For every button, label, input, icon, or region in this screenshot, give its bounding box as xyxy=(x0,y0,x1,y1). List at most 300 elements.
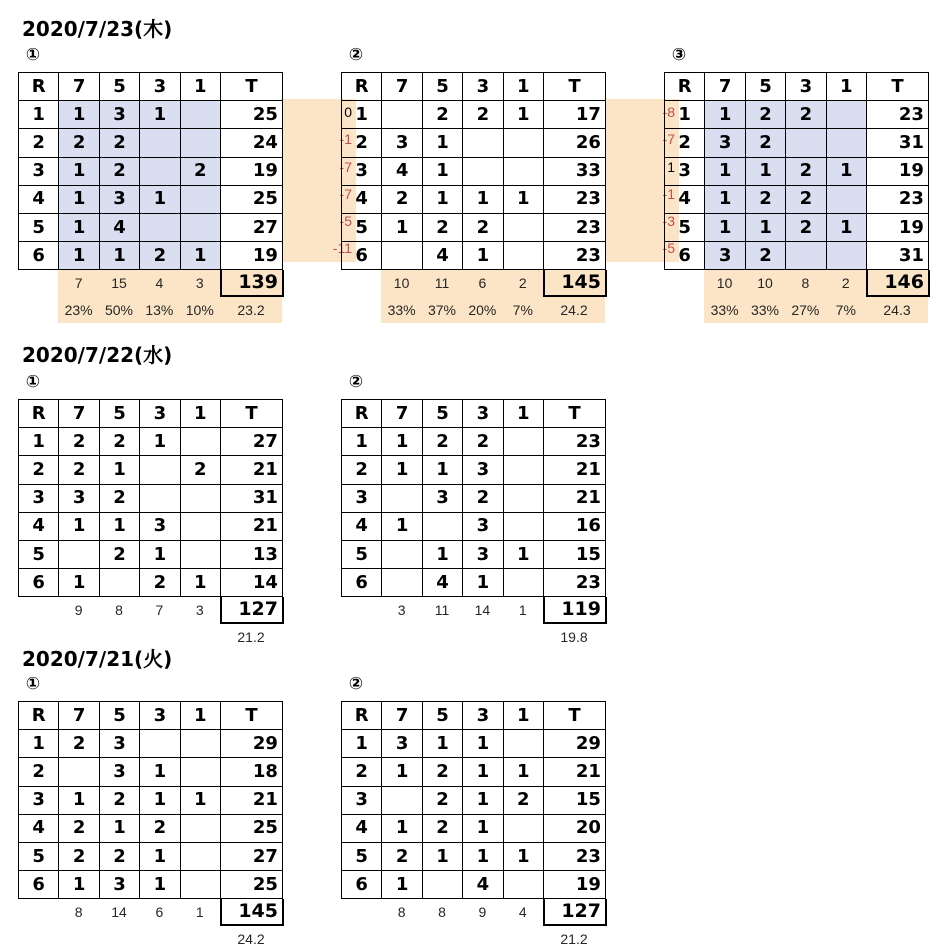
header-cell: T xyxy=(543,400,605,428)
count-cell: 3 xyxy=(59,484,99,512)
count-cell: 2 xyxy=(503,786,543,814)
row-number-cell: 2 xyxy=(342,456,382,484)
row-total-cell: 31 xyxy=(866,129,928,157)
row-total-cell: 23 xyxy=(543,569,605,597)
count-cell: 1 xyxy=(140,428,180,456)
percentage-row xyxy=(18,624,283,650)
score-table xyxy=(18,701,283,899)
difference-value: -7 xyxy=(339,185,352,202)
section-marker-2: ② xyxy=(348,372,364,392)
count-cell xyxy=(382,101,422,129)
count-cell: 1 xyxy=(745,157,785,185)
column-sum: 3 xyxy=(195,602,204,619)
count-cell: 3 xyxy=(705,129,745,157)
column-sum: 15 xyxy=(99,270,139,297)
column-sum: 7 xyxy=(155,602,164,619)
row-total-cell: 20 xyxy=(543,814,605,842)
grand-total: 145 xyxy=(238,900,278,923)
table-row xyxy=(19,129,283,157)
row-total-cell: 19 xyxy=(543,871,605,899)
table-row xyxy=(342,242,606,270)
grand-total-box xyxy=(220,270,284,297)
count-cell: 1 xyxy=(826,157,866,185)
difference-value: -1 xyxy=(339,131,352,148)
count-cell xyxy=(422,871,462,899)
header-cell: 3 xyxy=(140,73,180,101)
count-cell: 1 xyxy=(463,786,503,814)
row-number-cell: 3 xyxy=(342,786,382,814)
header-cell: 7 xyxy=(382,702,422,730)
section-marker-2: ② xyxy=(348,674,364,694)
count-cell xyxy=(140,213,180,241)
count-cell: 3 xyxy=(140,512,180,540)
column-percentage: 23% xyxy=(58,297,98,323)
count-cell: 2 xyxy=(422,213,462,241)
score-block xyxy=(18,72,283,323)
count-cell: 1 xyxy=(705,185,745,213)
count-cell xyxy=(382,242,422,270)
count-cell: 2 xyxy=(59,842,99,870)
count-cell: 1 xyxy=(503,185,543,213)
header-cell: 7 xyxy=(59,702,99,730)
count-cell xyxy=(826,101,866,129)
row-number-cell: 6 xyxy=(19,569,59,597)
count-cell: 1 xyxy=(503,758,543,786)
count-cell xyxy=(140,157,180,185)
count-cell: 2 xyxy=(463,101,503,129)
count-cell: 1 xyxy=(140,758,180,786)
count-cell: 1 xyxy=(705,213,745,241)
count-cell: 2 xyxy=(786,157,826,185)
header-cell: R xyxy=(342,73,382,101)
row-number-cell: 6 xyxy=(342,569,382,597)
section-marker-3: ③ xyxy=(671,45,687,65)
row-number-cell: 4 xyxy=(342,814,382,842)
row-number-cell: 5 xyxy=(342,213,382,241)
table-row xyxy=(665,185,929,213)
section-marker-2: ② xyxy=(348,45,364,65)
row-number-cell: 6 xyxy=(342,871,382,899)
count-cell xyxy=(180,540,220,568)
count-cell xyxy=(382,569,422,597)
table-row xyxy=(665,157,929,185)
count-cell: 1 xyxy=(99,512,139,540)
row-number-cell: 4 xyxy=(19,814,59,842)
section-marker-1: ① xyxy=(25,372,41,392)
table-row xyxy=(19,871,283,899)
score-block xyxy=(341,701,606,952)
row-total-cell: 31 xyxy=(220,484,282,512)
column-sum: 8 xyxy=(785,270,825,297)
header-cell: 5 xyxy=(422,702,462,730)
count-cell: 3 xyxy=(422,484,462,512)
table-row xyxy=(19,213,283,241)
percentage-row xyxy=(341,624,606,650)
table-row xyxy=(19,242,283,270)
count-cell: 1 xyxy=(99,456,139,484)
count-cell: 2 xyxy=(180,456,220,484)
count-cell: 1 xyxy=(140,842,180,870)
count-cell: 2 xyxy=(99,157,139,185)
column-sum: 9 xyxy=(478,904,487,921)
count-cell xyxy=(503,569,543,597)
header-cell: 3 xyxy=(140,400,180,428)
score-table xyxy=(341,701,606,899)
row-total-cell: 17 xyxy=(543,101,605,129)
column-percentage: 50% xyxy=(99,297,139,323)
count-cell: 3 xyxy=(382,730,422,758)
table-row xyxy=(19,456,283,484)
grand-total-box xyxy=(220,899,284,926)
row-total-cell: 25 xyxy=(220,871,282,899)
count-cell: 1 xyxy=(140,540,180,568)
count-cell xyxy=(786,242,826,270)
column-sum: 2 xyxy=(826,270,866,297)
count-cell: 2 xyxy=(463,484,503,512)
table-row xyxy=(342,871,606,899)
count-cell xyxy=(503,213,543,241)
table-row xyxy=(665,129,929,157)
column-percentage: 33% xyxy=(745,297,785,323)
row-total-cell: 23 xyxy=(866,185,928,213)
summary-row xyxy=(341,899,606,926)
count-cell xyxy=(180,428,220,456)
count-cell: 1 xyxy=(463,569,503,597)
percentage-row xyxy=(18,926,283,952)
percentage-row xyxy=(664,297,929,323)
header-cell: 1 xyxy=(503,400,543,428)
header-cell: 5 xyxy=(422,73,462,101)
row-number-cell: 5 xyxy=(665,213,705,241)
table-row xyxy=(342,157,606,185)
table-row xyxy=(342,814,606,842)
column-percentage: 7% xyxy=(826,297,866,323)
count-cell: 1 xyxy=(382,758,422,786)
count-cell: 2 xyxy=(745,129,785,157)
row-number-cell: 2 xyxy=(19,456,59,484)
count-cell: 1 xyxy=(59,569,99,597)
header-cell: R xyxy=(342,400,382,428)
header-cell: 1 xyxy=(503,73,543,101)
count-cell xyxy=(59,758,99,786)
header-cell: 3 xyxy=(786,73,826,101)
table-row xyxy=(342,185,606,213)
count-cell: 1 xyxy=(382,456,422,484)
count-cell: 1 xyxy=(422,456,462,484)
count-cell: 1 xyxy=(382,428,422,456)
row-total-cell: 21 xyxy=(220,786,282,814)
table-row xyxy=(342,730,606,758)
count-cell xyxy=(140,730,180,758)
row-total-cell: 31 xyxy=(866,242,928,270)
count-cell xyxy=(140,456,180,484)
header-cell: R xyxy=(665,73,705,101)
row-number-cell: 2 xyxy=(342,758,382,786)
column-percentage: 37% xyxy=(422,297,462,323)
row-total-cell: 19 xyxy=(220,157,282,185)
table-row xyxy=(665,242,929,270)
difference-value: -3 xyxy=(662,212,675,229)
column-percentage: 7% xyxy=(503,297,543,323)
column-sum: 10 xyxy=(704,270,744,297)
count-cell xyxy=(180,758,220,786)
table-row xyxy=(19,730,283,758)
count-cell: 3 xyxy=(99,101,139,129)
average-value: 19.8 xyxy=(560,629,588,646)
average-value: 21.2 xyxy=(560,931,588,948)
count-cell: 2 xyxy=(745,185,785,213)
count-cell: 2 xyxy=(463,428,503,456)
count-cell xyxy=(382,540,422,568)
column-sum: 3 xyxy=(397,602,406,619)
count-cell: 2 xyxy=(463,213,503,241)
count-cell: 1 xyxy=(422,185,462,213)
header-cell: 5 xyxy=(99,702,139,730)
row-number-cell: 3 xyxy=(19,786,59,814)
grand-total-box xyxy=(543,597,607,624)
count-cell: 1 xyxy=(99,242,139,270)
column-percentage: 13% xyxy=(139,297,179,323)
header-cell: T xyxy=(543,702,605,730)
table-row xyxy=(665,101,929,129)
row-total-cell: 25 xyxy=(220,185,282,213)
summary-row xyxy=(18,597,283,624)
column-sum: 7 xyxy=(58,270,98,297)
table-row xyxy=(19,569,283,597)
count-cell xyxy=(180,730,220,758)
count-cell xyxy=(503,157,543,185)
difference-value: -8 xyxy=(662,104,675,121)
header-row xyxy=(665,73,929,101)
header-row xyxy=(342,400,606,428)
table-row xyxy=(19,814,283,842)
table-row xyxy=(342,428,606,456)
row-total-cell: 27 xyxy=(220,213,282,241)
table-row xyxy=(19,842,283,870)
row-number-cell: 4 xyxy=(342,512,382,540)
column-sum: 9 xyxy=(74,602,83,619)
column-percentage: 10% xyxy=(180,297,220,323)
count-cell: 1 xyxy=(463,185,503,213)
table-row xyxy=(342,484,606,512)
row-number-cell: 1 xyxy=(19,428,59,456)
grand-total-box xyxy=(543,270,607,297)
column-sum: 10 xyxy=(745,270,785,297)
count-cell: 1 xyxy=(180,242,220,270)
count-cell: 1 xyxy=(59,242,99,270)
row-total-cell: 21 xyxy=(220,512,282,540)
row-number-cell: 4 xyxy=(19,512,59,540)
row-number-cell: 2 xyxy=(665,129,705,157)
header-cell: 3 xyxy=(463,73,503,101)
row-number-cell: 6 xyxy=(342,242,382,270)
table-row xyxy=(342,540,606,568)
count-cell: 1 xyxy=(140,871,180,899)
column-sum: 8 xyxy=(438,904,446,921)
grand-total: 127 xyxy=(238,598,278,621)
score-table xyxy=(341,399,606,597)
count-cell: 1 xyxy=(180,786,220,814)
count-cell: 2 xyxy=(140,569,180,597)
table-row xyxy=(342,786,606,814)
header-cell: T xyxy=(220,702,282,730)
row-total-cell: 15 xyxy=(543,540,605,568)
table-row xyxy=(342,842,606,870)
row-number-cell: 2 xyxy=(19,758,59,786)
percentage-row xyxy=(341,297,606,323)
row-total-cell: 19 xyxy=(866,213,928,241)
count-cell: 2 xyxy=(786,185,826,213)
header-cell: 5 xyxy=(99,73,139,101)
average-value: 24.2 xyxy=(237,931,265,948)
average-value: 24.3 xyxy=(866,297,928,323)
header-cell: R xyxy=(342,702,382,730)
table-row xyxy=(19,101,283,129)
count-cell xyxy=(180,871,220,899)
table-row xyxy=(19,484,283,512)
row-number-cell: 3 xyxy=(342,484,382,512)
grand-total-box xyxy=(543,899,607,926)
count-cell: 1 xyxy=(422,842,462,870)
count-cell: 1 xyxy=(503,540,543,568)
header-cell: 3 xyxy=(463,702,503,730)
count-cell xyxy=(463,129,503,157)
count-cell: 1 xyxy=(463,758,503,786)
count-cell xyxy=(503,428,543,456)
row-total-cell: 19 xyxy=(220,242,282,270)
row-number-cell: 6 xyxy=(19,871,59,899)
header-cell: 5 xyxy=(745,73,785,101)
count-cell: 1 xyxy=(140,101,180,129)
score-table xyxy=(18,72,283,270)
column-sum: 8 xyxy=(397,904,406,921)
row-total-cell: 15 xyxy=(543,786,605,814)
column-sum: 10 xyxy=(381,270,421,297)
difference-value: 0 xyxy=(344,104,352,121)
header-cell: 3 xyxy=(140,702,180,730)
header-cell: T xyxy=(220,400,282,428)
average-value: 23.2 xyxy=(220,297,282,323)
header-cell: 7 xyxy=(382,73,422,101)
header-row xyxy=(19,73,283,101)
column-sum: 1 xyxy=(518,602,527,619)
score-table xyxy=(664,72,929,270)
count-cell: 2 xyxy=(99,540,139,568)
percentage-row xyxy=(18,297,283,323)
count-cell: 1 xyxy=(59,157,99,185)
count-cell: 1 xyxy=(826,213,866,241)
count-cell xyxy=(180,814,220,842)
row-total-cell: 29 xyxy=(543,730,605,758)
score-block xyxy=(341,399,606,650)
row-number-cell: 1 xyxy=(342,101,382,129)
count-cell: 2 xyxy=(422,101,462,129)
count-cell: 3 xyxy=(99,871,139,899)
column-sum: 3 xyxy=(180,270,220,297)
count-cell xyxy=(826,185,866,213)
count-cell: 1 xyxy=(59,101,99,129)
grand-total: 145 xyxy=(561,271,601,294)
row-number-cell: 3 xyxy=(342,157,382,185)
difference-value: -5 xyxy=(339,212,352,229)
score-block xyxy=(341,72,606,323)
row-total-cell: 33 xyxy=(543,157,605,185)
count-cell: 2 xyxy=(382,185,422,213)
header-cell: R xyxy=(19,702,59,730)
header-cell: 7 xyxy=(382,400,422,428)
row-total-cell: 18 xyxy=(220,758,282,786)
difference-value: -7 xyxy=(662,131,675,148)
difference-value: -5 xyxy=(662,240,675,257)
row-total-cell: 23 xyxy=(543,242,605,270)
count-cell: 2 xyxy=(59,814,99,842)
section-marker-1: ① xyxy=(25,674,41,694)
table-row xyxy=(342,129,606,157)
column-sum: 14 xyxy=(474,602,491,619)
count-cell: 1 xyxy=(59,871,99,899)
count-cell: 2 xyxy=(422,814,462,842)
count-cell xyxy=(99,569,139,597)
header-row xyxy=(19,702,283,730)
row-number-cell: 6 xyxy=(665,242,705,270)
table-row xyxy=(19,786,283,814)
count-cell xyxy=(382,786,422,814)
header-cell: 1 xyxy=(503,702,543,730)
count-cell: 3 xyxy=(463,512,503,540)
count-cell: 2 xyxy=(140,814,180,842)
count-cell: 1 xyxy=(382,213,422,241)
row-total-cell: 25 xyxy=(220,814,282,842)
count-cell: 1 xyxy=(422,157,462,185)
count-cell: 1 xyxy=(463,730,503,758)
count-cell: 4 xyxy=(422,242,462,270)
count-cell: 1 xyxy=(140,185,180,213)
section-marker-1: ① xyxy=(25,45,41,65)
header-cell: 1 xyxy=(826,73,866,101)
count-cell xyxy=(180,101,220,129)
count-cell: 4 xyxy=(422,569,462,597)
row-total-cell: 21 xyxy=(543,758,605,786)
table-row xyxy=(342,512,606,540)
table-row xyxy=(19,428,283,456)
column-sum: 1 xyxy=(195,904,204,921)
count-cell xyxy=(59,540,99,568)
column-sum: 6 xyxy=(462,270,502,297)
grand-total: 146 xyxy=(884,271,924,294)
count-cell xyxy=(463,157,503,185)
header-cell: 1 xyxy=(180,73,220,101)
count-cell xyxy=(503,814,543,842)
row-total-cell: 23 xyxy=(866,101,928,129)
row-number-cell: 5 xyxy=(19,213,59,241)
header-cell: 7 xyxy=(59,73,99,101)
score-table xyxy=(18,399,283,597)
count-cell: 3 xyxy=(99,730,139,758)
count-cell: 2 xyxy=(99,428,139,456)
count-cell: 2 xyxy=(422,428,462,456)
count-cell: 1 xyxy=(705,157,745,185)
table-row xyxy=(19,758,283,786)
header-cell: 1 xyxy=(180,702,220,730)
count-cell: 1 xyxy=(382,814,422,842)
difference-value: -7 xyxy=(339,158,352,175)
row-number-cell: 5 xyxy=(342,842,382,870)
row-number-cell: 6 xyxy=(19,242,59,270)
count-cell: 2 xyxy=(59,428,99,456)
row-number-cell: 5 xyxy=(19,842,59,870)
summary-row xyxy=(664,270,929,297)
summary-row xyxy=(341,597,606,624)
